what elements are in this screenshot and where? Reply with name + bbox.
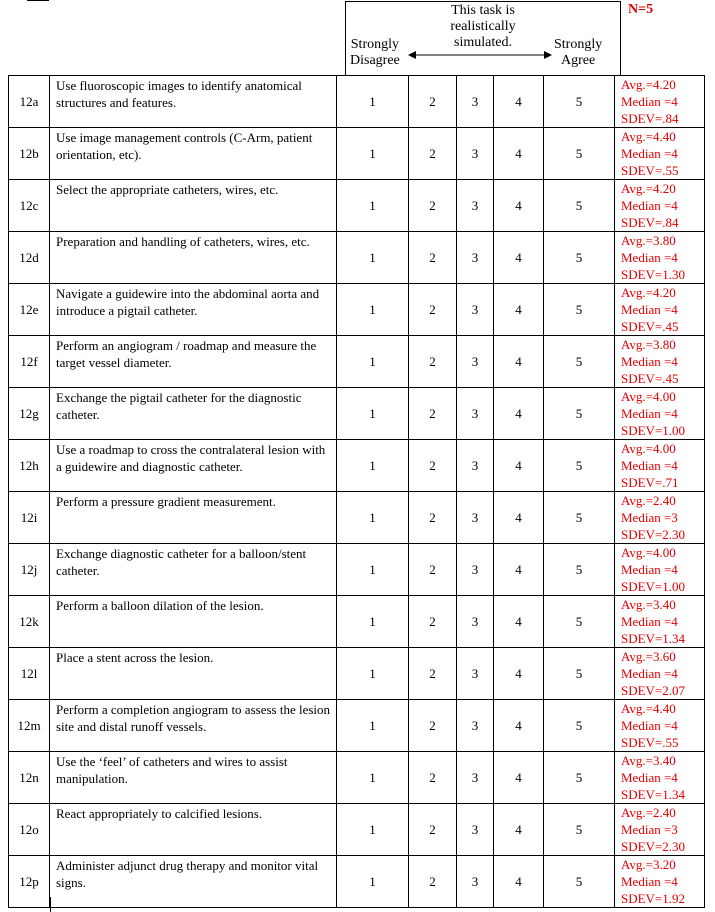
table-row xyxy=(9,336,705,388)
sdev-value: SDEV=.84 xyxy=(621,111,679,126)
rating-option-2[interactable]: 2 xyxy=(409,388,457,440)
rating-option-1[interactable]: 1 xyxy=(337,856,409,908)
rating-option-3[interactable]: 3 xyxy=(457,180,494,232)
item-id: 12d xyxy=(9,232,50,284)
average-value: Avg.=3.40 xyxy=(621,753,676,768)
rating-option-3[interactable]: 3 xyxy=(457,856,494,908)
median-value: Median =3 xyxy=(621,822,678,837)
median-value: Median =4 xyxy=(621,146,678,161)
median-value: Median =4 xyxy=(621,666,678,681)
sdev-value: SDEV=.55 xyxy=(621,735,679,750)
rating-option-1[interactable]: 1 xyxy=(337,700,409,752)
rating-option-4[interactable]: 4 xyxy=(494,648,544,700)
task-description: Perform a balloon dilation of the lesion. xyxy=(50,596,337,648)
item-id: 12k xyxy=(9,596,50,648)
median-value: Median =4 xyxy=(621,302,678,317)
table-row xyxy=(9,648,705,700)
scale-question-line: This task is xyxy=(451,3,515,18)
label-line: Agree xyxy=(561,53,596,68)
task-description: Perform a completion angiogram to assess the lesion site and distal runoff vessels. xyxy=(50,700,337,752)
rating-option-3[interactable]: 3 xyxy=(457,232,494,284)
sdev-value: SDEV=1.30 xyxy=(621,267,686,282)
average-value: Avg.=2.40 xyxy=(621,805,676,820)
rating-option-4[interactable]: 4 xyxy=(494,128,544,180)
task-description: Navigate a guidewire into the abdominal aorta and introduce a pigtail catheter. xyxy=(50,284,337,336)
rating-option-4[interactable]: 4 xyxy=(494,440,544,492)
average-value: Avg.=3.20 xyxy=(621,857,676,872)
table-row xyxy=(9,700,705,752)
rating-option-2[interactable]: 2 xyxy=(409,180,457,232)
sdev-value: SDEV=1.34 xyxy=(621,631,686,646)
table-row xyxy=(9,492,705,544)
rating-option-3[interactable]: 3 xyxy=(457,804,494,856)
rating-option-4[interactable]: 4 xyxy=(494,232,544,284)
average-value: Avg.=4.00 xyxy=(621,389,676,404)
result-stats xyxy=(615,752,705,804)
rating-option-4[interactable]: 4 xyxy=(494,544,544,596)
rating-option-1[interactable]: 1 xyxy=(337,596,409,648)
rating-option-1[interactable]: 1 xyxy=(337,128,409,180)
result-stats xyxy=(615,856,705,908)
label-line: Disagree xyxy=(350,53,400,68)
average-value: Avg.=3.80 xyxy=(621,337,676,352)
task-description: Select the appropriate catheters, wires, etc. xyxy=(50,180,337,232)
table-row xyxy=(9,544,705,596)
task-description: Use image management controls (C-Arm, patient orientation, etc). xyxy=(50,128,337,180)
result-stats xyxy=(615,336,705,388)
rating-option-1[interactable]: 1 xyxy=(337,440,409,492)
table-row xyxy=(9,856,705,908)
rating-option-2[interactable]: 2 xyxy=(409,232,457,284)
rating-option-4[interactable]: 4 xyxy=(494,752,544,804)
median-value: Median =4 xyxy=(621,94,678,109)
rating-option-4[interactable]: 4 xyxy=(494,804,544,856)
task-description: Perform a pressure gradient measurement. xyxy=(50,492,337,544)
rating-option-3[interactable]: 3 xyxy=(457,596,494,648)
item-id: 12l xyxy=(9,648,50,700)
result-stats xyxy=(615,648,705,700)
average-value: Avg.=4.20 xyxy=(621,285,676,300)
item-id: 12o xyxy=(9,804,50,856)
table-row xyxy=(9,804,705,856)
result-stats xyxy=(615,804,705,856)
task-description: Preparation and handling of catheters, wires, etc. xyxy=(50,232,337,284)
item-id: 12c xyxy=(9,180,50,232)
label-line: Strongly xyxy=(350,37,399,52)
rating-option-4[interactable]: 4 xyxy=(494,700,544,752)
average-value: Avg.=3.60 xyxy=(621,649,676,664)
table-row xyxy=(9,284,705,336)
average-value: Avg.=3.40 xyxy=(621,597,676,612)
rating-option-5[interactable]: 5 xyxy=(544,388,615,440)
result-stats xyxy=(615,492,705,544)
rating-option-5[interactable]: 5 xyxy=(544,544,615,596)
rating-option-4[interactable]: 4 xyxy=(494,596,544,648)
median-value: Median =4 xyxy=(621,198,678,213)
rating-option-1[interactable]: 1 xyxy=(337,388,409,440)
result-stats xyxy=(615,232,705,284)
rating-option-5[interactable]: 5 xyxy=(544,284,615,336)
survey-table xyxy=(8,75,705,908)
rating-option-4[interactable]: 4 xyxy=(494,492,544,544)
rating-option-1[interactable]: 1 xyxy=(337,648,409,700)
table-row xyxy=(9,596,705,648)
rating-option-5[interactable]: 5 xyxy=(544,232,615,284)
average-value: Avg.=4.40 xyxy=(621,129,676,144)
item-id: 12h xyxy=(9,440,50,492)
rating-option-1[interactable]: 1 xyxy=(337,804,409,856)
task-description: Exchange diagnostic catheter for a balloon/stent catheter. xyxy=(50,544,337,596)
median-value: Median =4 xyxy=(621,614,678,629)
median-value: Median =4 xyxy=(621,458,678,473)
rating-option-5[interactable]: 5 xyxy=(544,180,615,232)
median-value: Median =4 xyxy=(621,718,678,733)
rating-option-2[interactable]: 2 xyxy=(409,128,457,180)
task-description: Exchange the pigtail catheter for the diagnostic catheter. xyxy=(50,388,337,440)
double-arrow-icon xyxy=(408,50,552,60)
average-value: Avg.=4.00 xyxy=(621,545,676,560)
rating-option-5[interactable]: 5 xyxy=(544,440,615,492)
average-value: Avg.=4.20 xyxy=(621,77,676,92)
median-value: Median =4 xyxy=(621,562,678,577)
table-row xyxy=(9,232,705,284)
median-value: Median =4 xyxy=(621,250,678,265)
item-id: 12b xyxy=(9,128,50,180)
sdev-value: SDEV=.45 xyxy=(621,371,679,386)
rating-option-3[interactable]: 3 xyxy=(457,648,494,700)
average-value: Avg.=3.80 xyxy=(621,233,676,248)
strongly-disagree-label xyxy=(350,37,400,69)
rating-option-4[interactable]: 4 xyxy=(494,856,544,908)
item-id: 12j xyxy=(9,544,50,596)
rating-option-1[interactable]: 1 xyxy=(337,232,409,284)
rating-option-3[interactable]: 3 xyxy=(457,440,494,492)
rating-option-2[interactable]: 2 xyxy=(409,284,457,336)
item-id: 12m xyxy=(9,700,50,752)
sdev-value: SDEV=.71 xyxy=(621,475,679,490)
rating-option-2[interactable]: 2 xyxy=(409,752,457,804)
rating-option-5[interactable]: 5 xyxy=(544,596,615,648)
table-row xyxy=(9,76,705,128)
average-value: Avg.=4.20 xyxy=(621,181,676,196)
rating-option-5[interactable]: 5 xyxy=(544,492,615,544)
rating-option-3[interactable]: 3 xyxy=(457,492,494,544)
rating-option-5[interactable]: 5 xyxy=(544,700,615,752)
label-line: Strongly xyxy=(554,37,603,52)
rating-option-2[interactable]: 2 xyxy=(409,544,457,596)
task-description: Use a roadmap to cross the contralateral lesion with a guidewire and diagnostic catheter. xyxy=(50,440,337,492)
task-description: Use the ‘feel’ of catheters and wires to assist manipulation. xyxy=(50,752,337,804)
item-id: 12f xyxy=(9,336,50,388)
rating-option-2[interactable]: 2 xyxy=(409,804,457,856)
rating-option-1[interactable]: 1 xyxy=(337,336,409,388)
table-row xyxy=(9,440,705,492)
item-id: 12n xyxy=(9,752,50,804)
rating-option-4[interactable]: 4 xyxy=(494,180,544,232)
result-stats xyxy=(615,284,705,336)
rating-option-5[interactable]: 5 xyxy=(544,336,615,388)
median-value: Median =4 xyxy=(621,770,678,785)
item-id: 12g xyxy=(9,388,50,440)
rating-option-3[interactable]: 3 xyxy=(457,336,494,388)
task-description: Administer adjunct drug therapy and monitor vital signs. xyxy=(50,856,337,908)
rating-option-4[interactable]: 4 xyxy=(494,76,544,128)
rating-option-3[interactable]: 3 xyxy=(457,128,494,180)
rating-option-4[interactable]: 4 xyxy=(494,284,544,336)
rating-option-3[interactable]: 3 xyxy=(457,76,494,128)
table-row xyxy=(9,388,705,440)
rating-option-1[interactable]: 1 xyxy=(337,492,409,544)
result-stats xyxy=(615,544,705,596)
sdev-value: SDEV=1.00 xyxy=(621,423,686,438)
median-value: Median =4 xyxy=(621,406,678,421)
rating-option-5[interactable]: 5 xyxy=(544,128,615,180)
task-description: React appropriately to calcified lesions. xyxy=(50,804,337,856)
result-stats xyxy=(615,180,705,232)
item-id: 12e xyxy=(9,284,50,336)
item-id: 12p xyxy=(9,856,50,908)
rating-option-2[interactable]: 2 xyxy=(409,700,457,752)
rating-option-3[interactable]: 3 xyxy=(457,544,494,596)
result-stats xyxy=(615,388,705,440)
rating-option-5[interactable]: 5 xyxy=(544,804,615,856)
rating-option-5[interactable]: 5 xyxy=(544,752,615,804)
rating-option-2[interactable]: 2 xyxy=(409,492,457,544)
rating-option-2[interactable]: 2 xyxy=(409,336,457,388)
scale-question-line: simulated. xyxy=(454,35,512,50)
scale-question-line: realistically xyxy=(450,19,516,34)
rating-option-2[interactable]: 2 xyxy=(409,648,457,700)
result-stats xyxy=(615,440,705,492)
task-description: Place a stent across the lesion. xyxy=(50,648,337,700)
sdev-value: SDEV=.84 xyxy=(621,215,679,230)
sample-size-label: N=5 xyxy=(628,2,654,17)
rating-option-5[interactable]: 5 xyxy=(544,648,615,700)
task-description: Use fluoroscopic images to identify anatomical structures and features. xyxy=(50,76,337,128)
sdev-value: SDEV=1.00 xyxy=(621,579,686,594)
page-edge-mark xyxy=(27,0,49,1)
median-value: Median =4 xyxy=(621,874,678,889)
rating-option-1[interactable]: 1 xyxy=(337,180,409,232)
rating-option-1[interactable]: 1 xyxy=(337,752,409,804)
rating-option-3[interactable]: 3 xyxy=(457,752,494,804)
rating-option-2[interactable]: 2 xyxy=(409,440,457,492)
sdev-value: SDEV=2.07 xyxy=(621,683,686,698)
sdev-value: SDEV=1.34 xyxy=(621,787,686,802)
result-stats xyxy=(615,596,705,648)
rating-option-4[interactable]: 4 xyxy=(494,388,544,440)
average-value: Avg.=2.40 xyxy=(621,493,676,508)
text-cursor xyxy=(50,897,51,912)
item-id: 12i xyxy=(9,492,50,544)
rating-option-1[interactable]: 1 xyxy=(337,76,409,128)
table-row xyxy=(9,128,705,180)
sdev-value: SDEV=1.92 xyxy=(621,891,686,906)
item-id: 12a xyxy=(9,76,50,128)
median-value: Median =3 xyxy=(621,510,678,525)
scale-header xyxy=(345,1,621,75)
rating-option-4[interactable]: 4 xyxy=(494,336,544,388)
rating-option-5[interactable]: 5 xyxy=(544,856,615,908)
rating-option-5[interactable]: 5 xyxy=(544,76,615,128)
rating-option-2[interactable]: 2 xyxy=(409,596,457,648)
rating-option-2[interactable]: 2 xyxy=(409,76,457,128)
rating-option-3[interactable]: 3 xyxy=(457,388,494,440)
median-value: Median =4 xyxy=(621,354,678,369)
sdev-value: SDEV=2.30 xyxy=(621,839,686,854)
result-stats xyxy=(615,700,705,752)
result-stats xyxy=(615,76,705,128)
task-description: Perform an angiogram / roadmap and measure the target vessel diameter. xyxy=(50,336,337,388)
rating-option-2[interactable]: 2 xyxy=(409,856,457,908)
rating-option-1[interactable]: 1 xyxy=(337,284,409,336)
rating-option-3[interactable]: 3 xyxy=(457,700,494,752)
sdev-value: SDEV=.55 xyxy=(621,163,679,178)
strongly-agree-label xyxy=(554,37,602,69)
average-value: Avg.=4.40 xyxy=(621,701,676,716)
sdev-value: SDEV=.45 xyxy=(621,319,679,334)
table-row xyxy=(9,180,705,232)
rating-option-1[interactable]: 1 xyxy=(337,544,409,596)
average-value: Avg.=4.00 xyxy=(621,441,676,456)
rating-option-3[interactable]: 3 xyxy=(457,284,494,336)
table-row xyxy=(9,752,705,804)
sdev-value: SDEV=2.30 xyxy=(621,527,686,542)
result-stats xyxy=(615,128,705,180)
